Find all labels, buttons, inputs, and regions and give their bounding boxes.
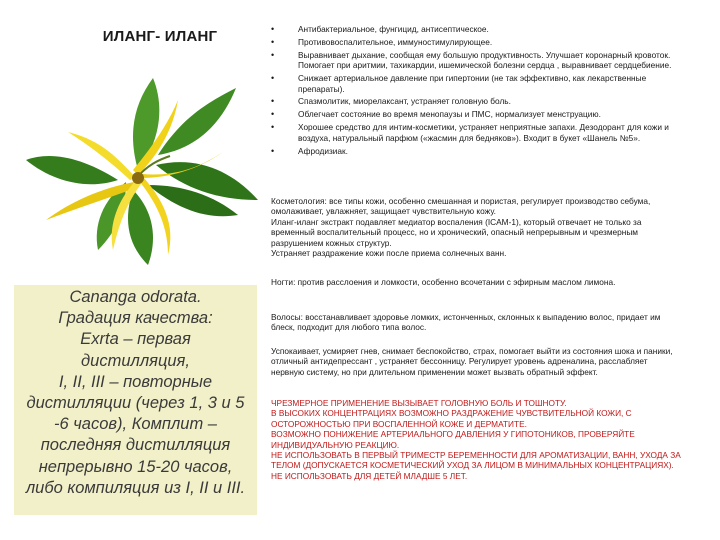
bullet-icon: • (271, 49, 275, 60)
bullet-icon: • (271, 145, 275, 156)
grade-line: Градация качества: (58, 309, 213, 328)
flower-center (132, 172, 144, 184)
list-item: • Выравнивает дыхание, сообщая ему большую продуктивность. Улучшает коронарный кровоток. Помогает при аритмии, тахикардии, ишемической болезни сердца , выравнивает сердцебиение. (271, 49, 672, 71)
bullet-icon: • (271, 122, 275, 133)
list-item: • Облегчает состояние во время менопаузы и ПМС, нормализует менструацию. (271, 109, 601, 120)
properties-list (262, 24, 680, 158)
list-item: • Афродизиак. (271, 145, 348, 156)
bullet-icon: • (271, 96, 275, 107)
warning-line: В ВЫСОКИХ КОНЦЕНТРАЦИЯХ ВОЗМОЖНО РАЗДРАЖЕНИЕ ЧУВСТВИТЕЛЬНОЙ КОЖИ, С ОСТОРОЖНОСТЬЮ ПРИ ВОСПАЛЕННОЙ КОЖЕ И ДЕРМАТИТЕ. (271, 408, 632, 429)
grade-info-box (14, 285, 257, 515)
bullet-icon: • (271, 36, 275, 47)
grade-line: непрерывно 15-20 часов, (38, 457, 233, 476)
grade-line: Cananga odorata. (69, 288, 202, 306)
grade-line: -6 часов), Комплит – (54, 415, 217, 434)
bullet-icon: • (271, 73, 275, 84)
list-item: • Спазмолитик, миорелаксант, устраняет головную боль. (271, 96, 511, 107)
warning-line: НЕ ИСПОЛЬЗОВАТЬ ДЛЯ ДЕТЕЙ МЛАДШЕ 5 ЛЕТ. (271, 470, 468, 481)
nails-paragraph: Ногти: против расслоения и ломкости, особенно всочетании с эфирным маслом лимона. (271, 277, 616, 287)
warning-line: ЧРЕЗМЕРНОЕ ПРИМЕНЕНИЕ ВЫЗЫВАЕТ ГОЛОВНУЮ БОЛЬ И ТОШНОТУ. (271, 398, 567, 408)
page-title: ИЛАНГ- ИЛАНГ (102, 28, 218, 45)
bullet-icon: • (271, 109, 275, 120)
grade-line: I, II, III – повторные (58, 372, 213, 391)
grade-line: Exrta – первая (80, 330, 191, 349)
hair-paragraph: Волосы: восстанавливает здоровье ломких, истонченных, склонных к выпадению волос, придает им блеск, подходит для любого типа волос. (271, 312, 661, 333)
leaf (26, 156, 118, 184)
calming-paragraph: Успокаивает, усмиряет гнев, снимает беспокойство, страх, помогает выйти из состояния шока и паники, отличный антидепрессант , устраняет бессонницу. Регулирует уровень адреналина, расслабляет нервную систему, но при длительном применении может вызвать обратный эффект. (271, 346, 673, 377)
cosmetology-line: Иланг-иланг экстракт подавляет медиатор воспаления (ICAM-1), который отвечает не только за временный воспалительный процесс, но и хронический, опасный непрерывным и чрезмерным разрушением кожных структур. (271, 216, 642, 248)
grade-line: последняя дистилляция (40, 436, 231, 455)
list-item: • Снижает артериальное давление при гипертонии (не так эффективно, как лекарственные препараты). (271, 73, 647, 94)
grade-line: дистилляции (через 1, 3 и 5 (26, 394, 245, 413)
leaf (128, 190, 153, 265)
list-item: • Антибактериальное, фунгицид, антисептическое. (271, 24, 489, 34)
list-item: • Хорошее средство для интим-косметики, устраняет неприятные запахи. Дезодорант для кожи и воздуха, натуральный парфюм («жасмин для бедняков»). Входит в букет «Шанель №5». (271, 122, 669, 143)
cosmetology-line: Устраняет раздражение кожи после приема солнечных ванн. (271, 248, 507, 259)
list-item: • Противовоспалительное, иммуностимулирующее. (271, 36, 493, 47)
cosmetology-section (271, 196, 681, 258)
grade-line: либо компиляция из I, II и III. (25, 478, 246, 497)
ylang-flower-illustration (8, 60, 263, 275)
warnings-section (271, 398, 681, 481)
bullet-icon: • (271, 24, 275, 34)
warning-line: НЕ ИСПОЛЬЗОВАТЬ В ПЕРВЫЙ ТРИМЕСТР БЕРЕМЕННОСТИ ДЛЯ АРОМАТИЗАЦИИ, ВАНН, УХОДА ЗА ТЕЛОМ (ДОПУСКАЕТСЯ КОСМЕТИЧЕСКИЙ УХОД ЗА ЛИЦОМ В МИНИМАЛЬНЫХ КОНЦЕНТРАЦИЯХ). (271, 450, 681, 471)
cosmetology-line: Косметология: все типы кожи, особенно смешанная и пористая, регулирует производство себума, омолаживает, увлажняет, защищает чувствительную кожу. (271, 196, 651, 217)
warning-line: ВОЗМОЖНО ПОНИЖЕНИЕ АРТЕРИАЛЬНОГО ДАВЛЕНИЯ У ГИПОТОНИКОВ, ПРОВЕРЯЙТЕ ИНДИВИДУАЛЬНУЮ РЕАКЦИЮ. (271, 429, 635, 450)
grade-line: дистилляция, (81, 351, 190, 370)
